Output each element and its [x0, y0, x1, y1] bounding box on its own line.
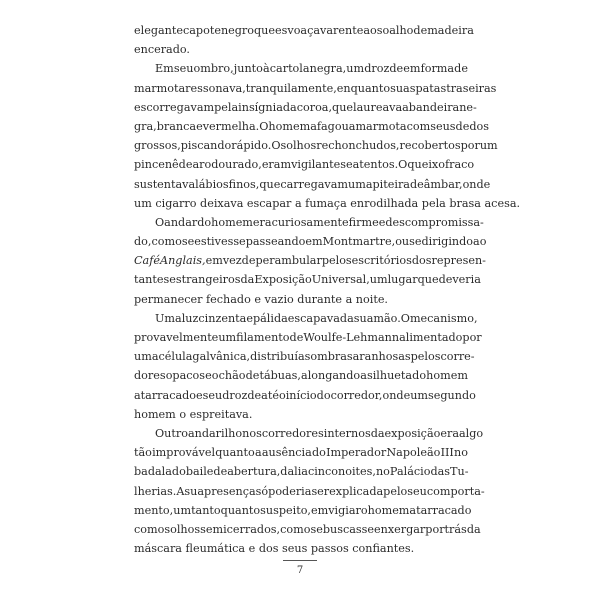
text-line: permanecer fechado e vazio durante a noite.: [134, 292, 388, 306]
text-line: do, como se estivesse passeando em Montmartre, ou se dirigindo ao: [134, 235, 487, 249]
text-line: Outro andarilho nos corredores internos da exposição era algo: [155, 426, 484, 440]
text-line: Em seu ombro, junto à cartola negra, um drozde em forma de: [155, 62, 468, 76]
text-line: atarracado e seu drozde até o início do corredor, onde um segundo: [134, 388, 476, 402]
text-line: tão improvável quanto a ausência do Imperador Napoleão III no: [134, 446, 468, 460]
text-line: gra, branca e vermelha. O homem afagou a marmota com seus dedos: [134, 119, 489, 133]
text-line: um cigarro deixava escapar a fumaça enrodilhada pela brasa acesa.: [134, 196, 521, 210]
text-line: com os olhos semicerrados, como se buscasse enxergar por trás da: [134, 522, 481, 536]
footer-rule: [283, 560, 317, 561]
page-number: 7: [296, 565, 304, 576]
text-line: grossos, piscando rápido. Os olhos rechonchudos, recobertos por um: [134, 139, 498, 153]
text-line: provavelmente um filamento de Woulfe-Lehmann alimentado por: [134, 331, 482, 344]
text-line: sustentava lábios finos, que carregavam uma piteira de âmbar, onde: [134, 177, 491, 191]
text-line: tantes estrangeiros da Exposição Universal, um lugar que deveria: [134, 273, 481, 287]
text-line: encerado.: [134, 43, 190, 57]
text-line: uma célula galvânica, distribuía sombras aranhosas pelos corre-: [134, 350, 475, 364]
text-line: máscara fleumática e dos seus passos confiantes.: [134, 542, 415, 556]
text-line: badalado baile de abertura, dali a cinco noites, no Palácio das Tu-: [134, 465, 469, 479]
text-line: escorregavam pela insígnia da coroa, que laureava a bandeira ne-: [134, 100, 477, 114]
text-line: marmota ressonava, tranquilamente, enquanto suas patas traseiras: [134, 81, 497, 95]
text-line: lherias. A sua presença só poderia ser explicada pelo seu comporta-: [134, 484, 485, 498]
body-text: [134, 21, 521, 558]
text-line: elegante capote negro que esvoaçava rente ao soalho de madeira: [134, 24, 474, 37]
text-line: Uma luz cinzenta e pálida escapava da sua mão. O mecanismo,: [155, 311, 478, 325]
text-line: pincenê de aro dourado, eram vigilantes e atentos. O queixo fraco: [134, 158, 475, 172]
text-line: mento, um tanto quanto suspeito, em vigiar o homem atarracado: [134, 503, 472, 517]
text-line: dores opacos e o chão de tábuas, alongando a silhueta do homem: [134, 369, 468, 383]
text-line: O andar do homem era curiosamente firme e descompromissa-: [155, 215, 484, 229]
text-line: Café Anglais, em vez de perambular pelos escritórios dos represen-: [134, 254, 486, 268]
text-line: homem o espreitava.: [134, 407, 253, 421]
